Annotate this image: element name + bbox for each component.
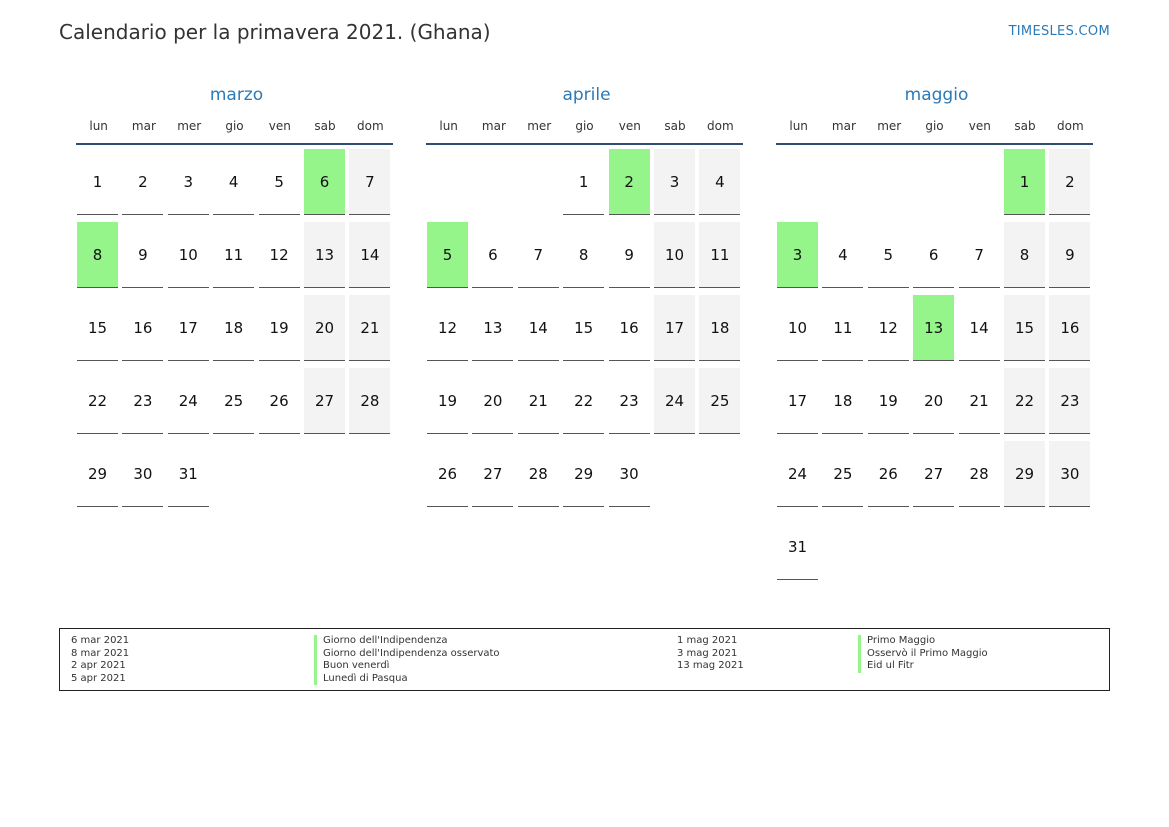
- day-cell[interactable]: 18: [213, 295, 254, 361]
- day-cell[interactable]: 6: [472, 222, 513, 288]
- day-cell[interactable]: 14: [959, 295, 1000, 361]
- day-cell[interactable]: 18: [699, 295, 740, 361]
- legend-holiday-name: Lunedì di Pasqua: [314, 673, 500, 686]
- legend-dates-right: [677, 635, 744, 673]
- month-name: aprile: [562, 85, 611, 105]
- day-cell[interactable]: 10: [654, 222, 695, 288]
- day-cell[interactable]: 21: [349, 295, 390, 361]
- weekday-header: [76, 108, 393, 145]
- day-cell[interactable]: 10: [777, 295, 818, 361]
- day-cell[interactable]: 13: [304, 222, 345, 288]
- day-cell[interactable]: 15: [77, 295, 118, 361]
- day-cell[interactable]: 9: [122, 222, 163, 288]
- day-cell[interactable]: 15: [563, 295, 604, 361]
- day-cell[interactable]: 5: [868, 222, 909, 288]
- day-cell[interactable]: 23: [1049, 368, 1090, 434]
- day-cell[interactable]: 3: [168, 149, 209, 215]
- day-cell[interactable]: 26: [868, 441, 909, 507]
- weekday-label: mer: [177, 118, 202, 133]
- day-cell[interactable]: 17: [654, 295, 695, 361]
- legend-names-left: [314, 635, 500, 685]
- weekday-label: sab: [664, 118, 686, 133]
- day-cell[interactable]: 9: [609, 222, 650, 288]
- day-cell[interactable]: 30: [1049, 441, 1090, 507]
- day-cell[interactable]: 13: [472, 295, 513, 361]
- day-cell[interactable]: 19: [868, 368, 909, 434]
- day-cell[interactable]: 11: [822, 295, 863, 361]
- day-cell[interactable]: 27: [472, 441, 513, 507]
- weekday-label: mar: [831, 118, 856, 133]
- legend-holiday-name: Osservò il Primo Maggio: [858, 648, 988, 661]
- weekday-label: mer: [527, 118, 552, 133]
- weekday-label: ven: [618, 118, 641, 133]
- weekday-label: sab: [1014, 118, 1036, 133]
- day-cell[interactable]: 14: [349, 222, 390, 288]
- day-cell[interactable]: 9: [1049, 222, 1090, 288]
- legend-holiday-name: Giorno dell'Indipendenza: [314, 635, 500, 648]
- weekday-label: ven: [968, 118, 991, 133]
- legend-holiday-name: Giorno dell'Indipendenza osservato: [314, 648, 500, 661]
- day-cell[interactable]: 1: [563, 149, 604, 215]
- day-cell[interactable]: 26: [427, 441, 468, 507]
- day-cell[interactable]: 5: [259, 149, 300, 215]
- weekday-label: gio: [575, 118, 594, 133]
- day-cell[interactable]: 30: [609, 441, 650, 507]
- day-cell[interactable]: 26: [259, 368, 300, 434]
- page-title: Calendario per la primavera 2021. (Ghana): [59, 20, 491, 44]
- weekday-label: lun: [89, 118, 108, 133]
- weekday-label: dom: [1057, 118, 1084, 133]
- day-cell[interactable]: 11: [699, 222, 740, 288]
- day-cell[interactable]: 7: [349, 149, 390, 215]
- day-cell-holiday[interactable]: 5: [427, 222, 468, 288]
- holiday-legend: [59, 628, 1110, 691]
- day-cell[interactable]: 29: [77, 441, 118, 507]
- month-name: marzo: [209, 85, 264, 105]
- day-cell[interactable]: 29: [1004, 441, 1045, 507]
- day-cell[interactable]: 28: [959, 441, 1000, 507]
- weekday-label: mer: [877, 118, 902, 133]
- day-cell[interactable]: 29: [563, 441, 604, 507]
- day-cell[interactable]: 15: [1004, 295, 1045, 361]
- day-cell[interactable]: 18: [822, 368, 863, 434]
- legend-dates-left: [71, 635, 129, 685]
- day-cell[interactable]: 28: [518, 441, 559, 507]
- day-cell[interactable]: 30: [122, 441, 163, 507]
- weekday-label: gio: [925, 118, 944, 133]
- month-name: maggio: [904, 85, 969, 105]
- day-cell[interactable]: 24: [654, 368, 695, 434]
- day-cell-holiday[interactable]: 13: [913, 295, 954, 361]
- day-cell[interactable]: 25: [699, 368, 740, 434]
- legend-date: 2 apr 2021: [71, 660, 126, 671]
- legend-holiday-name: Primo Maggio: [858, 635, 988, 648]
- legend-date: 8 mar 2021: [71, 647, 130, 659]
- legend-date: 5 apr 2021: [71, 672, 126, 684]
- weekday-label: ven: [268, 118, 291, 133]
- day-cell[interactable]: 3: [654, 149, 695, 215]
- day-cell[interactable]: 17: [168, 295, 209, 361]
- legend-date: 13 mag 2021: [677, 660, 744, 671]
- day-cell[interactable]: 16: [609, 295, 650, 361]
- day-cell[interactable]: 12: [868, 295, 909, 361]
- weekday-label: lun: [789, 118, 808, 133]
- day-cell[interactable]: 22: [1004, 368, 1045, 434]
- day-cell[interactable]: 6: [913, 222, 954, 288]
- weekday-label: lun: [439, 118, 458, 133]
- day-cell[interactable]: 12: [259, 222, 300, 288]
- weekday-header: [426, 108, 743, 145]
- weekday-label: sab: [314, 118, 336, 133]
- day-cell[interactable]: 24: [777, 441, 818, 507]
- legend-date: 6 mar 2021: [71, 635, 130, 646]
- day-cell[interactable]: 11: [213, 222, 254, 288]
- day-cell[interactable]: 20: [472, 368, 513, 434]
- day-cell[interactable]: 12: [427, 295, 468, 361]
- day-cell[interactable]: 31: [777, 514, 818, 580]
- day-cell[interactable]: 25: [213, 368, 254, 434]
- weekday-label: dom: [707, 118, 734, 133]
- day-cell[interactable]: 19: [259, 295, 300, 361]
- day-cell[interactable]: 10: [168, 222, 209, 288]
- day-cell[interactable]: 1: [77, 149, 118, 215]
- day-cell-holiday[interactable]: 8: [77, 222, 118, 288]
- day-cell[interactable]: 21: [518, 368, 559, 434]
- day-cell[interactable]: 4: [213, 149, 254, 215]
- weekday-label: dom: [357, 118, 384, 133]
- month-march: [77, 82, 396, 483]
- legend-holiday-name: Buon venerdì: [314, 660, 500, 673]
- day-cell[interactable]: 28: [349, 368, 390, 434]
- day-cell[interactable]: 8: [1004, 222, 1045, 288]
- day-cell-holiday[interactable]: 3: [777, 222, 818, 288]
- legend-date: 1 mag 2021: [677, 635, 738, 646]
- weekday-label: mar: [481, 118, 506, 133]
- day-cell[interactable]: 16: [1049, 295, 1090, 361]
- legend-names-right: [858, 635, 988, 673]
- day-cell[interactable]: 4: [699, 149, 740, 215]
- weekday-header: [776, 108, 1093, 145]
- day-cell[interactable]: 20: [304, 295, 345, 361]
- day-cell[interactable]: 23: [122, 368, 163, 434]
- day-cell[interactable]: 21: [959, 368, 1000, 434]
- month-may: [777, 82, 1096, 556]
- day-cell[interactable]: 2: [1049, 149, 1090, 215]
- day-cell[interactable]: 22: [77, 368, 118, 434]
- day-cell[interactable]: 27: [304, 368, 345, 434]
- brand-link[interactable]: TIMESLES.COM: [1008, 24, 1110, 39]
- day-cell-holiday[interactable]: 6: [304, 149, 345, 215]
- legend-holiday-name: Eid ul Fitr: [858, 660, 988, 673]
- day-cell-holiday[interactable]: 2: [609, 149, 650, 215]
- day-cell[interactable]: 16: [122, 295, 163, 361]
- day-cell[interactable]: 7: [518, 222, 559, 288]
- day-cell[interactable]: 20: [913, 368, 954, 434]
- day-cell[interactable]: 8: [563, 222, 604, 288]
- weekday-label: mar: [131, 118, 156, 133]
- day-cell[interactable]: 7: [959, 222, 1000, 288]
- day-cell[interactable]: 4: [822, 222, 863, 288]
- month-april: [427, 82, 746, 483]
- day-cell[interactable]: 17: [777, 368, 818, 434]
- day-cell[interactable]: 31: [168, 441, 209, 507]
- day-cell-holiday[interactable]: 1: [1004, 149, 1045, 215]
- day-cell[interactable]: 14: [518, 295, 559, 361]
- day-cell[interactable]: 24: [168, 368, 209, 434]
- day-cell[interactable]: 27: [913, 441, 954, 507]
- day-cell[interactable]: 25: [822, 441, 863, 507]
- day-cell[interactable]: 22: [563, 368, 604, 434]
- weekday-label: gio: [225, 118, 244, 133]
- day-cell[interactable]: 2: [122, 149, 163, 215]
- day-cell[interactable]: 19: [427, 368, 468, 434]
- legend-date: 3 mag 2021: [677, 647, 738, 659]
- day-cell[interactable]: 23: [609, 368, 650, 434]
